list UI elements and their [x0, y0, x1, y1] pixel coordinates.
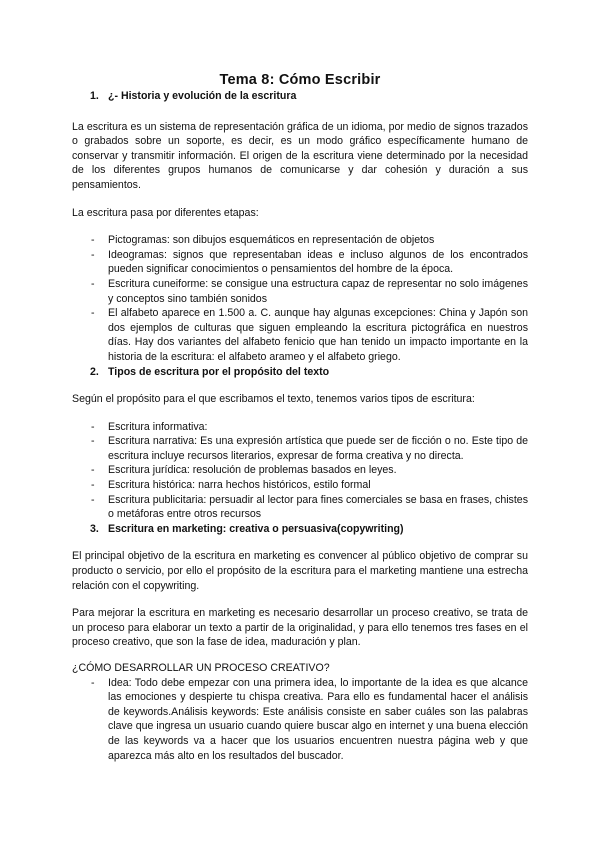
list-dash: - [91, 420, 95, 433]
list-item: - Escritura publicitaria: persuadir al lector para fines comerciales se basa en frases, chistes o metáforas entre otros recursos [91, 493, 528, 521]
list-dash: - [91, 479, 95, 492]
section-3-paragraph-2: Para mejorar la escritura en marketing es necesario desarrollar un proceso creativo, se trata de un proceso para elaborar un texto a partir de la originalidad, y para ello tenemos tres fases en el proceso creativo, que son la fase de idea, maduración y plan. [72, 607, 528, 649]
section-3-paragraph-1: El principal objetivo de la escritura en marketing es convencer al público objetivo de comprar su producto o servicio, por ello el propósito de la escritura para el marketing mantiene una estrecha relación con el copywriting. [72, 550, 528, 592]
writing-stages-list [72, 233, 528, 364]
list-dash: - [91, 435, 95, 448]
section-1-number: 1. [90, 90, 99, 102]
section-3-heading [72, 522, 528, 537]
list-item: - Idea: Todo debe empezar con una primera idea, lo importante de la idea es que alcance las emociones y despierte tu chispa creativa. Para ello es fundamental hacer el análisis de keywords.Análisis keywords: Este análisis consiste en saber cuáles son las palabras clave que ingresa un usuario cuando quiere buscar algo en internet y una buena elección de las keywords va a hacer que los usuarios encuentren nuestra página web y que aparezca más alto en los resultados del buscador. [91, 676, 528, 762]
creative-process-list [72, 676, 528, 764]
list-dash: - [91, 234, 95, 247]
list-item: - Escritura histórica: narra hechos históricos, estilo formal [91, 479, 371, 492]
creative-process-question: ¿CÓMO DESARROLLAR UN PROCESO CREATIVO? [72, 662, 330, 674]
section-2-number: 2. [90, 365, 99, 378]
list-dash: - [91, 676, 95, 689]
list-item: - Escritura jurídica: resolución de problemas basados en leyes. [91, 464, 397, 477]
list-item: - Escritura cuneiforme: se consigue una estructura capaz de representar no solo imágenes y conceptos sino también sonidos [91, 277, 528, 305]
list-dash: - [91, 277, 95, 290]
section-1-paragraph-2: La escritura pasa por diferentes etapas: [72, 206, 259, 219]
list-dash: - [91, 248, 95, 261]
list-item: - Escritura narrativa: Es una expresión artística que puede ser de ficción o no. Este tipo de escritura incluye recursos literarios, expresar de forma creativa y no directa. [91, 435, 528, 462]
list-item: - Escritura informativa: [91, 420, 208, 433]
section-2-heading-text: Tipos de escritura por el propósito del texto [108, 365, 330, 378]
list-dash: - [91, 493, 95, 506]
list-item: - El alfabeto aparece en 1.500 a. C. aunque hay algunas excepciones: China y Japón son dos ejemplos de culturas que siguen empleando la escritura pictográfica en nuestros días. Hay dos variantes del alfabeto fenicio que han tenido un impacto importante en la historia de la escritura: el alfabeto arameo y el alfabeto griego. [91, 307, 528, 363]
section-1-heading-text: ¿- Historia y evolución de la escritura [108, 90, 297, 102]
list-item: - Pictogramas: son dibujos esquemáticos en representación de objetos [91, 234, 435, 247]
section-1-heading [72, 89, 528, 104]
list-dash: - [91, 464, 95, 477]
list-item: - Ideogramas: signos que representaban ideas e incluso algunos de los encontrados pueden significar conocimientos o pensamientos del hombre de la época. [91, 248, 528, 276]
section-3-heading-text: Escritura en marketing: creativa o persuasiva(copywriting) [108, 522, 404, 535]
list-dash: - [91, 307, 95, 320]
writing-types-list [72, 420, 528, 522]
section-2-paragraph-1: Según el propósito para el que escribamos el texto, tenemos varios tipos de escritura: [72, 393, 475, 406]
section-1-paragraph-1: La escritura es un sistema de representación gráfica de un idioma, por medio de signos trazados o grabados sobre un soporte, es decir, es un modo gráfico específicamente humano de conservar y transmitir información. El origen de la escritura viene determinado por la necesidad de los diferentes grupos humanos de comunicarse y dar cohesión y duración a sus pensamientos. [72, 120, 528, 191]
section-3-number: 3. [90, 522, 99, 535]
section-2-heading [72, 365, 528, 380]
page-title: Tema 8: Cómo Escribir [219, 72, 381, 88]
